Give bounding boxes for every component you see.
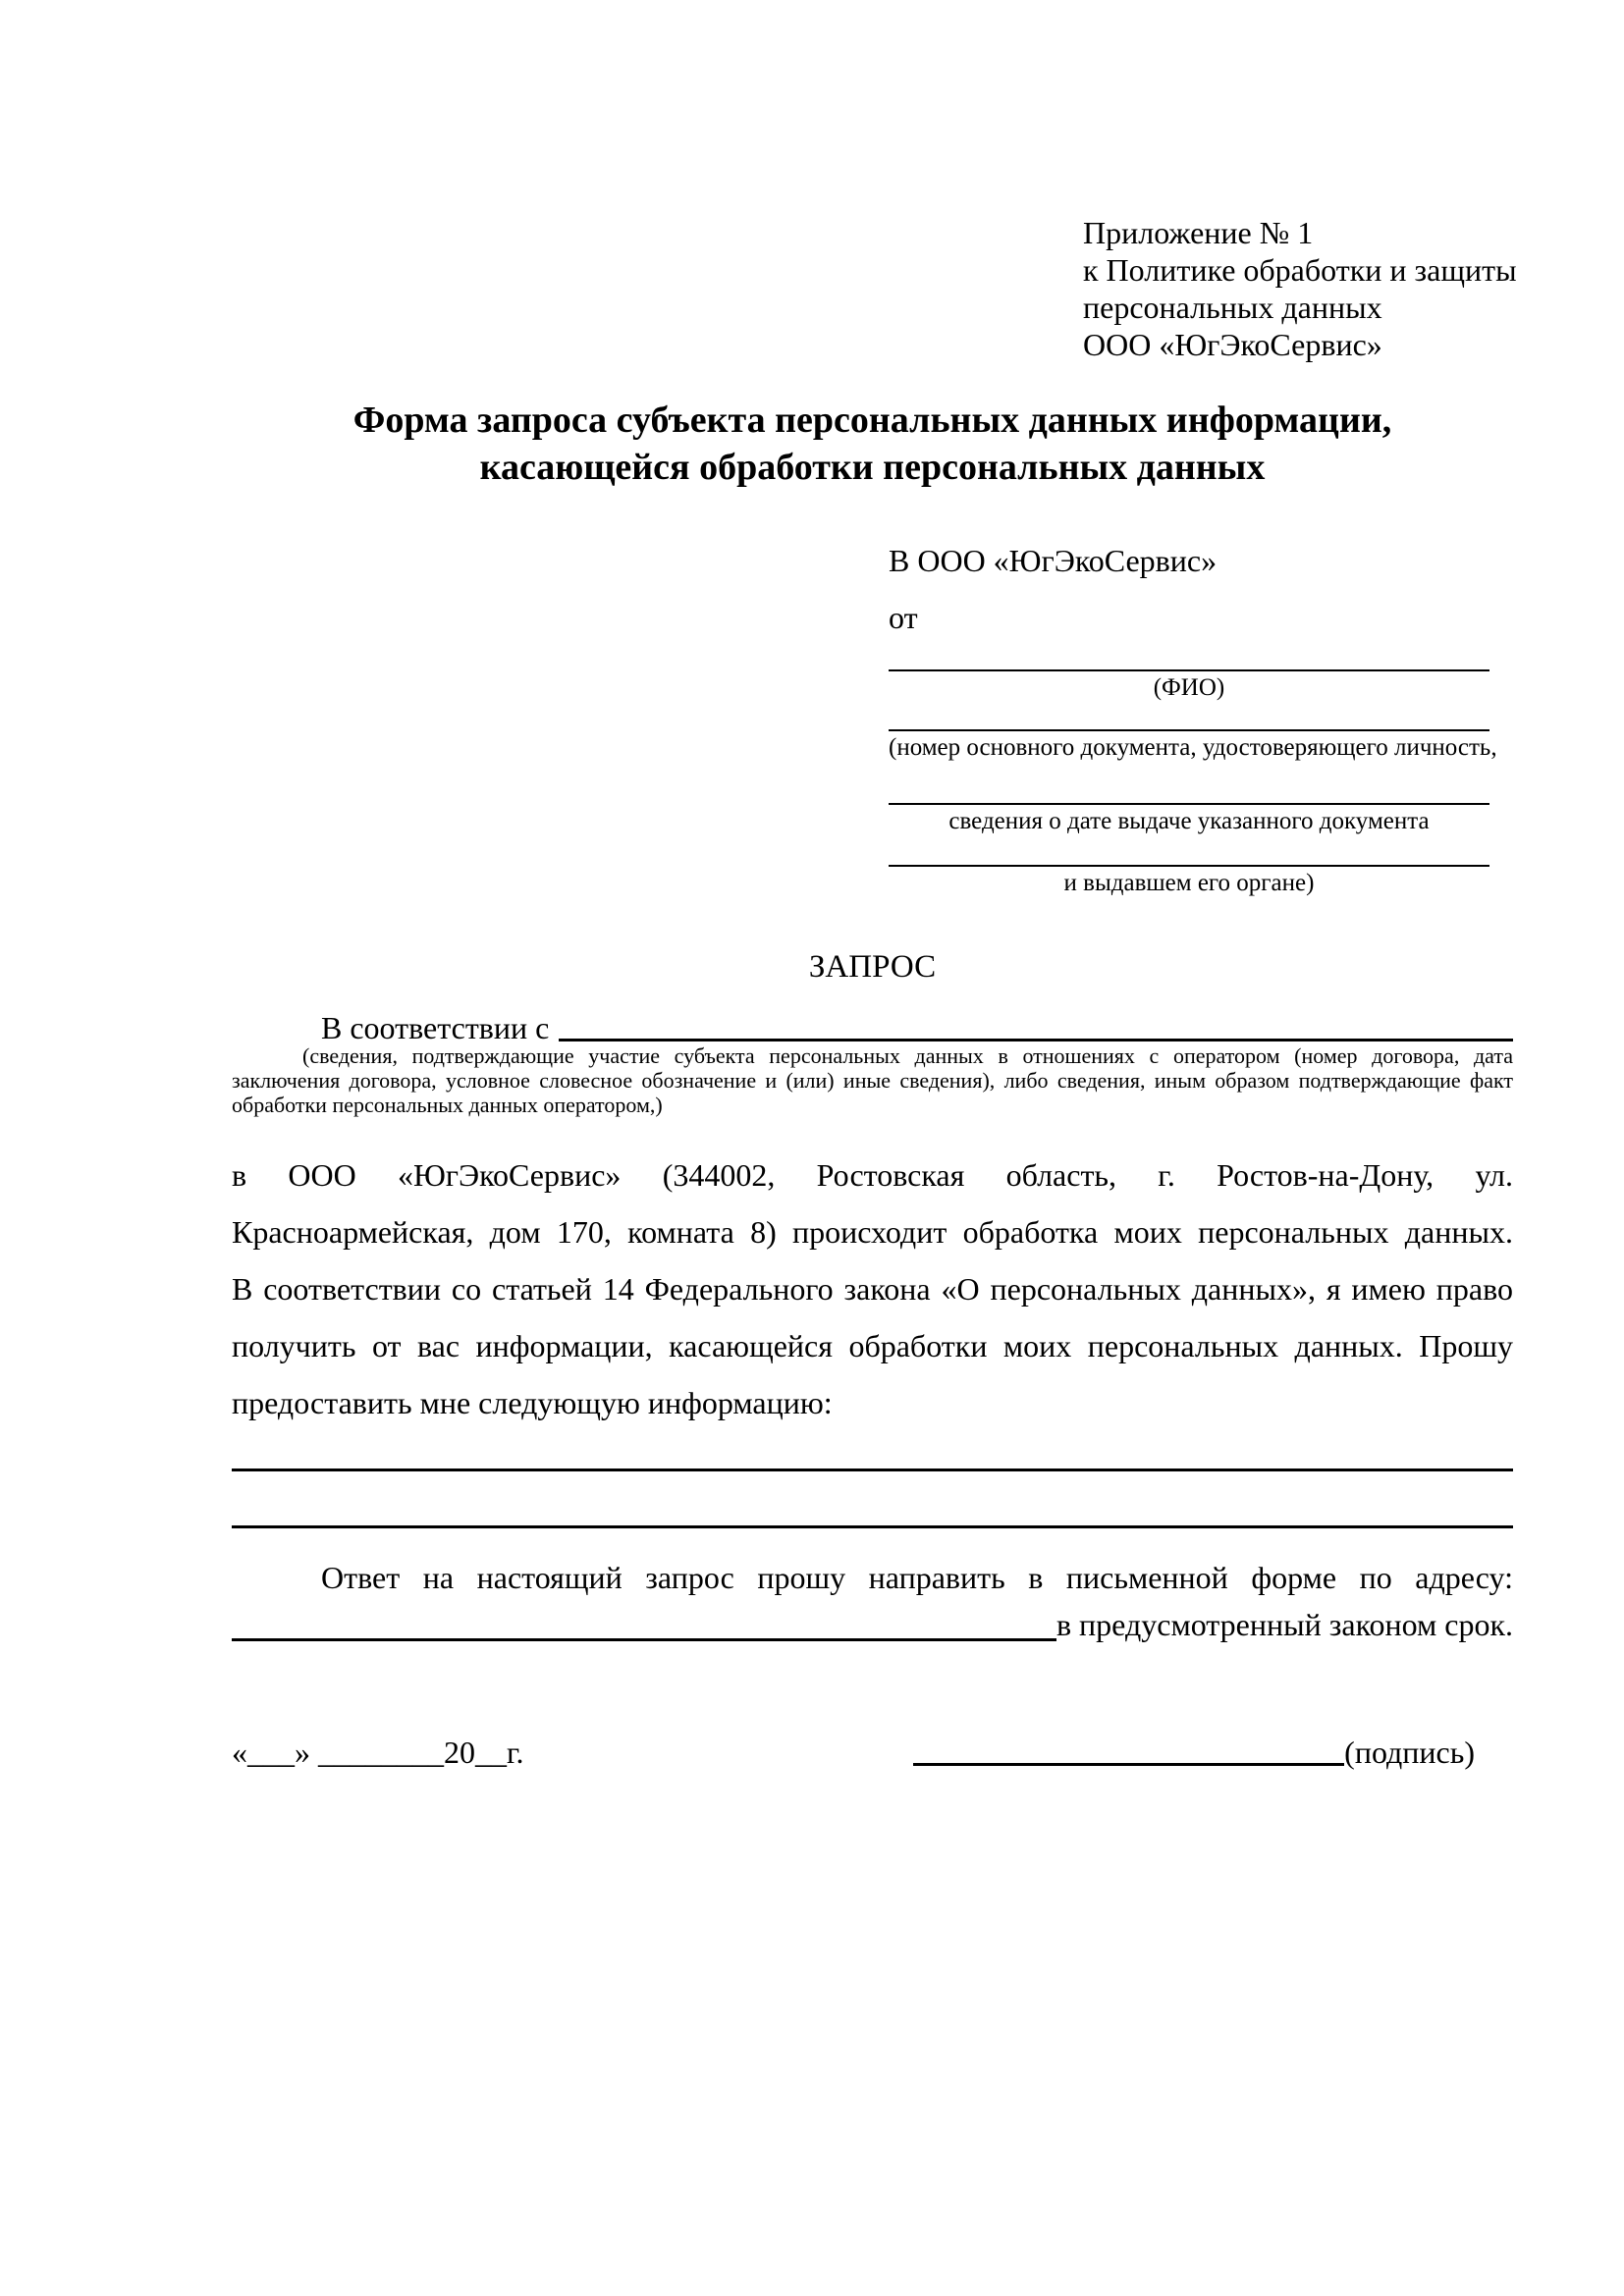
body-paragraph <box>232 1147 1513 1431</box>
caption-note-line3: обработки персональных данных оператором,) <box>232 1093 663 1117</box>
body-line1: в ООО «ЮгЭкоСервис» (344002, Ростовская область, г. Ростов-на-Дону, ул. <box>232 1157 1513 1193</box>
reply-address-blank-line <box>232 1638 1056 1641</box>
appendix-header-line: ООО «ЮгЭкоСервис» <box>1083 327 1382 362</box>
addressee-organization: В ООО «ЮгЭкоСервис» <box>889 543 1218 578</box>
accordance-row <box>321 1009 1513 1046</box>
fio-field-line <box>889 669 1489 671</box>
issuing-authority-field-line <box>889 865 1489 867</box>
document-number-field-caption: (номер основного документа, удостоверяющего личность, <box>889 734 1497 761</box>
caption-note-line1: (сведения, подтверждающие участие субъекта персональных данных в отношениях с оператором (номер договора, дата <box>302 1043 1513 1068</box>
body-line5: предоставить мне следующую информацию: <box>232 1385 833 1420</box>
document-title <box>232 397 1513 491</box>
issue-date-field-caption: сведения о дате выдаче указанного документа <box>948 808 1430 834</box>
reply-request-line: Ответ на настоящий запрос прошу направить в письменной форме по адресу: <box>321 1560 1513 1595</box>
accordance-blank-line <box>559 1039 1513 1041</box>
document-title-line1: Форма запроса субъекта персональных данных информации, <box>352 400 1392 441</box>
appendix-header-line: Приложение № 1 <box>1083 215 1314 250</box>
appendix-header-line: к Политике обработки и защиты <box>1083 252 1517 288</box>
accordance-lead-text: В соответствии с <box>321 1010 550 1045</box>
information-blank-line-2 <box>232 1525 1513 1528</box>
accordance-caption-note <box>232 1043 1513 1117</box>
signature-row <box>913 1733 1475 1772</box>
deadline-text: в предусмотренный законом срок. <box>1056 1607 1513 1642</box>
appendix-header-line: персональных данных <box>1083 290 1382 325</box>
document-number-field-line <box>889 729 1489 731</box>
appendix-header <box>1083 214 1517 363</box>
body-line2: Красноармейская, дом 170, комната 8) происходит обработка моих персональных данных. <box>232 1214 1513 1250</box>
information-blank-line-1 <box>232 1468 1513 1471</box>
issuing-authority-field-caption: и выдавшем его органе) <box>1063 870 1315 896</box>
body-line3: В соответствии со статьей 14 Федерального закона «О персональных данных», я имею право <box>232 1271 1513 1307</box>
addressee-from-label: от <box>889 600 918 635</box>
body-line4: получить от вас информации, касающейся обработки моих персональных данных. Прошу <box>232 1328 1513 1363</box>
reply-address-row <box>232 1602 1513 1647</box>
document-title-line2: касающейся обработки персональных данных <box>479 447 1266 488</box>
fio-field-caption: (ФИО) <box>1153 674 1225 701</box>
signature-label: (подпись) <box>1344 1735 1475 1770</box>
request-heading: ЗАПРОС <box>808 949 937 985</box>
signature-blank-line <box>913 1763 1344 1766</box>
caption-note-line2: заключения договора, условное словесное обозначение и (или) иные сведения), либо сведения, иным образом подтверждающие факт <box>232 1068 1513 1093</box>
date-blank: «___» ________20__г. <box>232 1735 524 1770</box>
issue-date-field-line <box>889 803 1489 805</box>
